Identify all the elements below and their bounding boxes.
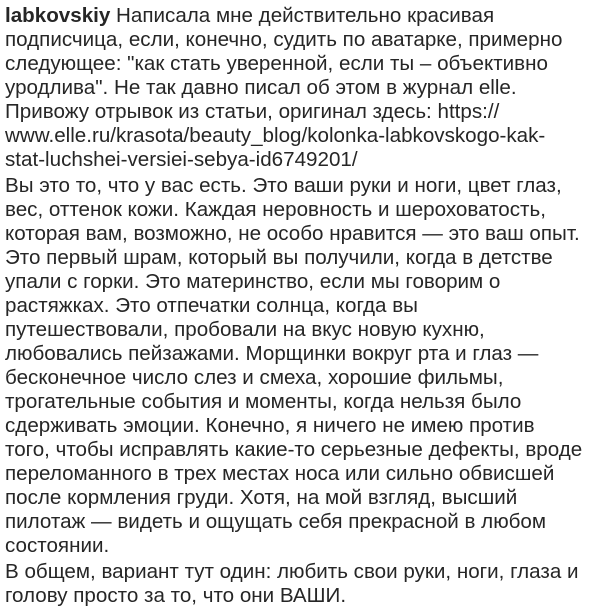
post-caption — [5, 4, 599, 608]
caption-line — [5, 4, 599, 28]
paragraph-line: вес, оттенок кожи. Каждая неровность и шероховатость, — [5, 198, 546, 221]
paragraph-line: Это первый шрам, который вы получили, когда в детстве — [5, 246, 553, 269]
caption-link-line[interactable]: stat-luchshei-versiei-sebya-id6749201/ — [5, 148, 358, 171]
paragraph-line: упали с горки. Это материнство, если мы говорим о — [5, 270, 501, 293]
paragraph-line: путешествовали, пробовали на вкус новую кухню, — [5, 318, 485, 341]
paragraph-line: В общем, вариант тут один: любить свои руки, ноги, глаза и — [5, 560, 579, 583]
paragraph-line: которая вам, возможно, не особо нравится — это ваш опыт. — [5, 222, 580, 245]
caption-line: следующее: "как стать уверенной, если ты – объективно — [5, 52, 548, 75]
paragraph-line: любовались пейзажами. Морщинки вокруг рта и глаз — — [5, 342, 539, 365]
caption-line: уродлива". Не так давно писал об этом в журнал elle. — [5, 76, 517, 99]
paragraph-line: после кормления груди. Хотя, на мой взгляд, высший — [5, 486, 518, 509]
caption-link-line[interactable]: www.elle.ru/krasota/beauty_blog/kolonka-labkovskogo-kak- — [5, 124, 546, 147]
paragraph-2 — [5, 560, 599, 608]
paragraph-line: трогательные события и моменты, когда нельзя было — [5, 390, 522, 413]
username-link[interactable]: labkovskiy — [5, 4, 111, 27]
paragraph-1 — [5, 174, 599, 558]
paragraph-line: растяжках. Это отпечатки солнца, когда вы — [5, 294, 418, 317]
paragraph-line: Вы это то, что у вас есть. Это ваши руки и ноги, цвет глаз, — [5, 174, 562, 197]
paragraph-line: сдерживать эмоции. Конечно, я ничего не имею против — [5, 414, 535, 437]
paragraph-line: голову просто за то, что они ВАШИ. — [5, 584, 347, 607]
paragraph-line: того, чтобы исправлять какие-то серьезные дефекты, вроде — [5, 438, 583, 461]
paragraph-line: бесконечное число слез и смеха, хорошие фильмы, — [5, 366, 504, 389]
paragraph-line: переломанного в трех местах носа или сильно обвисшей — [5, 462, 555, 485]
caption-text: Написала мне действительно красивая — [110, 4, 495, 27]
paragraph-line: состоянии. — [5, 534, 110, 557]
caption-line: Привожу отрывок из статьи, оригинал здесь: https:// — [5, 100, 500, 123]
paragraph-line: пилотаж — видеть и ощущать себя прекрасной в любом — [5, 510, 547, 533]
caption-line: подписчица, если, конечно, судить по аватарке, примерно — [5, 28, 563, 51]
